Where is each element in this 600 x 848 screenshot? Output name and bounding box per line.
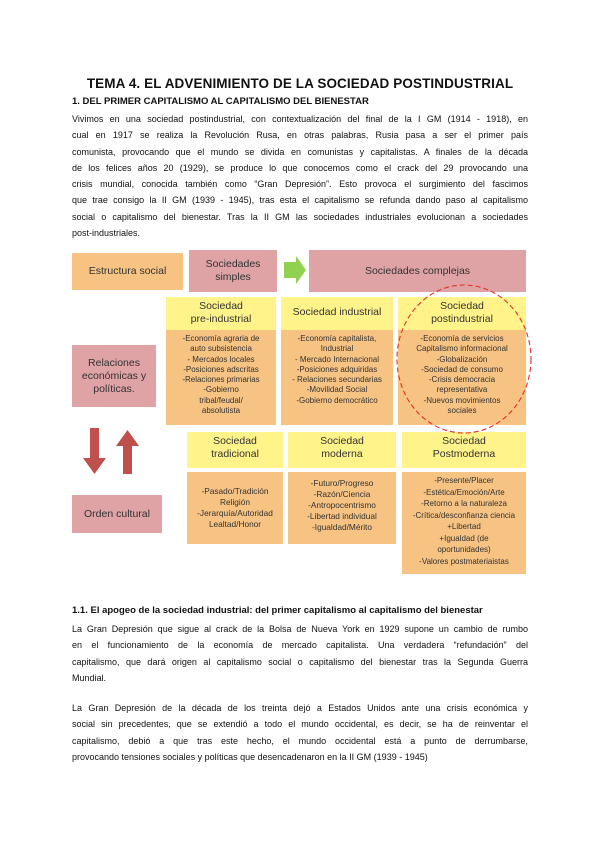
- paragraph-line: La Gran Depresión de la década de los treinta dejó a Estados Unidos ante una crisis económica y: [72, 703, 528, 713]
- list-item: - Relaciones secundarias: [292, 375, 382, 385]
- list-item: -Economía capitalista,: [297, 334, 377, 343]
- list-item: Industrial: [320, 344, 354, 354]
- highlight-circle-icon: [397, 285, 531, 433]
- list-item: -Economía agraria de: [182, 334, 260, 343]
- document-title: TEMA 4. EL ADVENIMIENTO DE LA SOCIEDAD POSTINDUSTRIAL: [86, 76, 514, 91]
- list-item: -Jerarquía/Autoridad: [197, 508, 273, 518]
- list-item: -Estética/Emoción/Arte: [423, 487, 505, 497]
- list-item: -Nuevos movimientos: [423, 395, 501, 405]
- box-text: políticas.: [93, 382, 135, 395]
- estructura-social-box: Estructura social: [72, 253, 183, 290]
- header-text: tradicional: [211, 447, 259, 460]
- list-item: representativa: [436, 385, 488, 395]
- header-text: moderna: [321, 447, 363, 460]
- red-up-arrow-icon: [116, 430, 139, 474]
- list-item: -Razón/Ciencia: [313, 489, 371, 499]
- list-item: Lealtad/Honor: [208, 519, 262, 529]
- paragraph-line: capitalismo, debió a que tras este hecho, el mundo occidental está a punto de derrumbarse,: [72, 735, 528, 746]
- header-text: Sociedad: [320, 435, 364, 447]
- list-item: -Libertad individual: [307, 511, 377, 521]
- header-text: Sociedad: [213, 435, 257, 447]
- list-item: -Posiciones adscritas: [183, 364, 259, 374]
- paragraph-line: social sin precedentes, que se extendió a todo el mundo occidental, es decir, se ha de reinventar el: [72, 719, 528, 730]
- paragraph-line: comunista, provocando que el mundo se divida en comunistas y capitalistas. A finales de la década: [72, 146, 528, 157]
- header-text: Sociedad: [440, 300, 484, 312]
- list-item: +Libertad: [447, 522, 481, 531]
- list-item: absolutista: [201, 406, 241, 416]
- sociedades-complejas-box: Sociedades complejas: [309, 250, 526, 292]
- list-item: - Mercados locales: [187, 354, 255, 364]
- list-item: -Antropocentrismo: [308, 500, 376, 510]
- paragraph-line: crisis mundial, conocida también como “Gran Depresión”. Esto provoca el surgimiento del fascimos: [72, 179, 528, 190]
- list-item: sociales: [447, 406, 477, 416]
- list-item: -Movilidad Social: [306, 385, 368, 395]
- list-item: -Gobierno: [203, 385, 239, 395]
- list-item: -Futuro/Progreso: [310, 478, 374, 488]
- paragraph-line: post-industriales.: [72, 228, 141, 239]
- section-heading-1-1: 1.1. El apogeo de la sociedad industrial: del primer capitalismo al capitalismo del bienestar: [72, 605, 483, 616]
- box-text: Sociedades: [205, 258, 261, 270]
- orden-cultural-box: Orden cultural: [72, 495, 162, 533]
- section3-paragraph: [72, 700, 528, 765]
- header-text: Sociedad: [442, 435, 486, 447]
- list-item: -Globalización: [436, 354, 488, 364]
- paragraph-line: de los felices años 20 (1929), se produce lo que conocemos como el crack del 29 provocando una: [72, 162, 528, 173]
- list-item: -Crisis democracia: [428, 375, 496, 385]
- list-item: -Igualdad/Mérito: [312, 522, 372, 532]
- paragraph-line: social o capitalismo del bienestar. Tras la II GM las sociedades industriales evolucionan a sociedades: [72, 211, 528, 222]
- paragraph-line: que trae consigo la II GM (1939 - 1945), tras esta el capitalismo se refunda dando paso al capitalismo: [72, 195, 528, 206]
- list-item: -Sociedad de consumo: [421, 364, 503, 374]
- header-text: pre-industrial: [190, 312, 252, 325]
- header-text: postindustrial: [431, 312, 493, 325]
- list-item: Religión: [220, 497, 250, 507]
- box-text: económicas y: [81, 369, 147, 382]
- list-item: auto subsistencia: [190, 344, 252, 354]
- box-text: Relaciones: [88, 356, 140, 369]
- list-item: +Igualdad (de: [439, 533, 489, 543]
- list-item: -Economía de servicios: [420, 334, 504, 343]
- paragraph-line: Mundial.: [72, 672, 107, 683]
- section2-paragraph: [72, 621, 528, 686]
- list-item: -Gobierno democrático: [296, 395, 378, 405]
- list-item: -Presente/Placer: [434, 476, 494, 485]
- list-item: tribal/feudal/: [199, 395, 243, 405]
- list-item: -Crítica/desconfianza ciencia: [412, 510, 516, 520]
- green-right-arrow-icon: [284, 256, 306, 284]
- list-item: -Retorno a la naturaleza: [421, 499, 507, 508]
- paragraph-line: cual en 1917 se realiza la Revolución Rusa, en otras palabras, Rusia pasa a ser el primer país: [72, 130, 528, 141]
- box-text: simples: [215, 271, 251, 283]
- header-text: Postmoderna: [432, 447, 496, 460]
- paragraph-line: La Gran Depresión que sigue al crack de la Bolsa de Nueva York en 1929 supone un cambio de rumbo: [72, 624, 528, 634]
- list-item: -Posiciones adquiridas: [296, 364, 378, 374]
- list-item: - Mercado Internacional: [294, 354, 380, 364]
- list-item: -Relaciones primarias: [182, 375, 260, 385]
- paragraph-line: provocando tensiones sociales y políticas que desencadenaron en la II GM (1939 - 1945): [72, 751, 428, 762]
- header-text: Sociedad: [199, 300, 243, 312]
- list-item: oportunidades): [437, 545, 491, 554]
- paragraph-line: en el funcionamiento de la economía de mercado capitalista. Una verdadera “refundación” del: [72, 640, 528, 651]
- industrial-header: Sociedad industrial: [281, 297, 393, 330]
- section-heading-1: 1. DEL PRIMER CAPITALISMO AL CAPITALISMO DEL BIENESTAR: [72, 96, 369, 107]
- paragraph-line: Vivimos en una sociedad postindustrial, con contextualización del final de la I GM (1914 - 1918), en: [72, 114, 528, 124]
- list-item: -Valores postmateriaistas: [419, 556, 509, 566]
- list-item: -Pasado/Tradición: [201, 486, 269, 496]
- red-down-arrow-icon: [83, 428, 106, 474]
- list-item: Capitalismo informacional: [416, 344, 508, 354]
- paragraph-line: capitalismo, que dará origen al capitalismo social o capitalismo del bienestar tras la Segunda Guerra: [72, 656, 528, 667]
